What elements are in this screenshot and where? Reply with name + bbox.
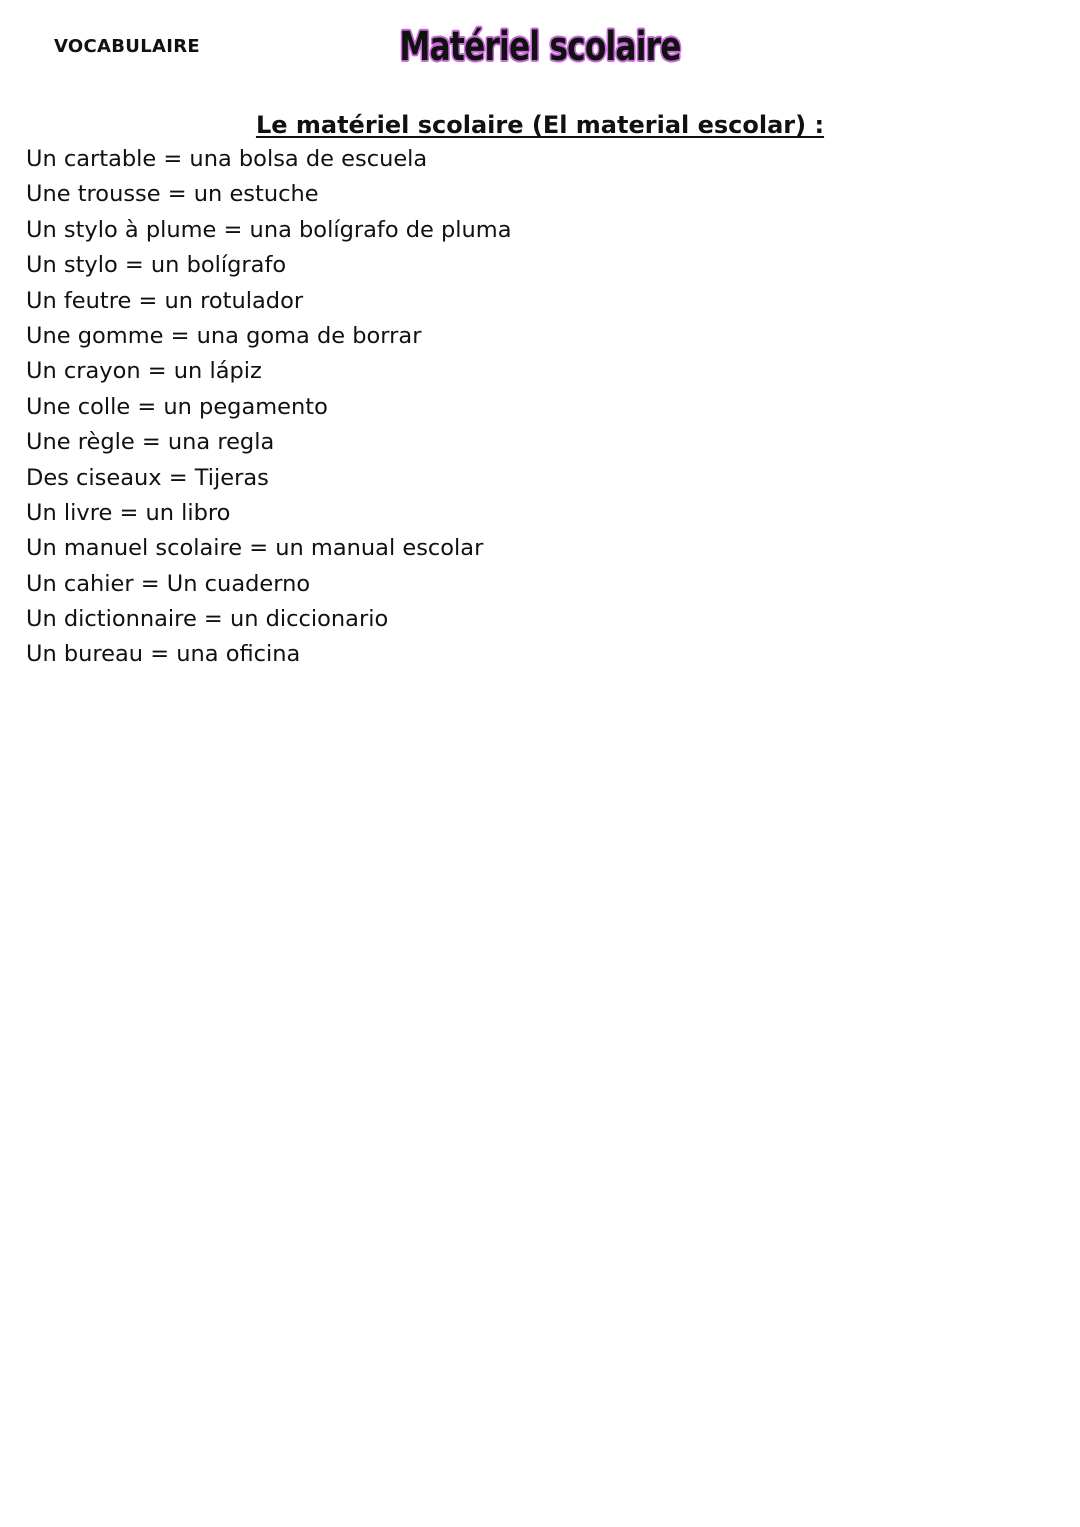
vocabulary-item: Un dictionnaire = un diccionario: [26, 606, 389, 633]
vocabulary-item: Un crayon = un lápiz: [26, 358, 262, 385]
list-heading: Le matériel scolaire (El material escolar) :: [255, 111, 825, 139]
section-tag: VOCABULAIRE: [54, 36, 200, 57]
vocabulary-item: Une colle = un pegamento: [26, 393, 328, 420]
vocabulary-item: Des ciseaux = Tijeras: [26, 464, 269, 491]
vocabulary-item: Un bureau = una oficina: [26, 641, 301, 668]
vocabulary-item: Un manuel scolaire = un manual escolar: [26, 535, 484, 562]
vocabulary-item: Un livre = un libro: [26, 499, 231, 526]
vocabulary-item: Une trousse = un estuche: [26, 181, 319, 208]
vocabulary-item: Une règle = una regla: [26, 429, 275, 456]
document-title: Matériel scolaire: [399, 24, 681, 70]
vocabulary-item: Un cartable = una bolsa de escuela: [26, 146, 428, 172]
vocabulary-item: Un feutre = un rotulador: [26, 287, 304, 314]
vocabulary-item: Une gomme = una goma de borrar: [26, 322, 422, 349]
vocabulary-list: [26, 142, 512, 673]
vocabulary-item: Un stylo à plume = una bolígrafo de pluma: [26, 216, 512, 243]
vocabulary-item: Un stylo = un bolígrafo: [26, 252, 287, 279]
vocabulary-item: Un cahier = Un cuaderno: [26, 570, 311, 597]
